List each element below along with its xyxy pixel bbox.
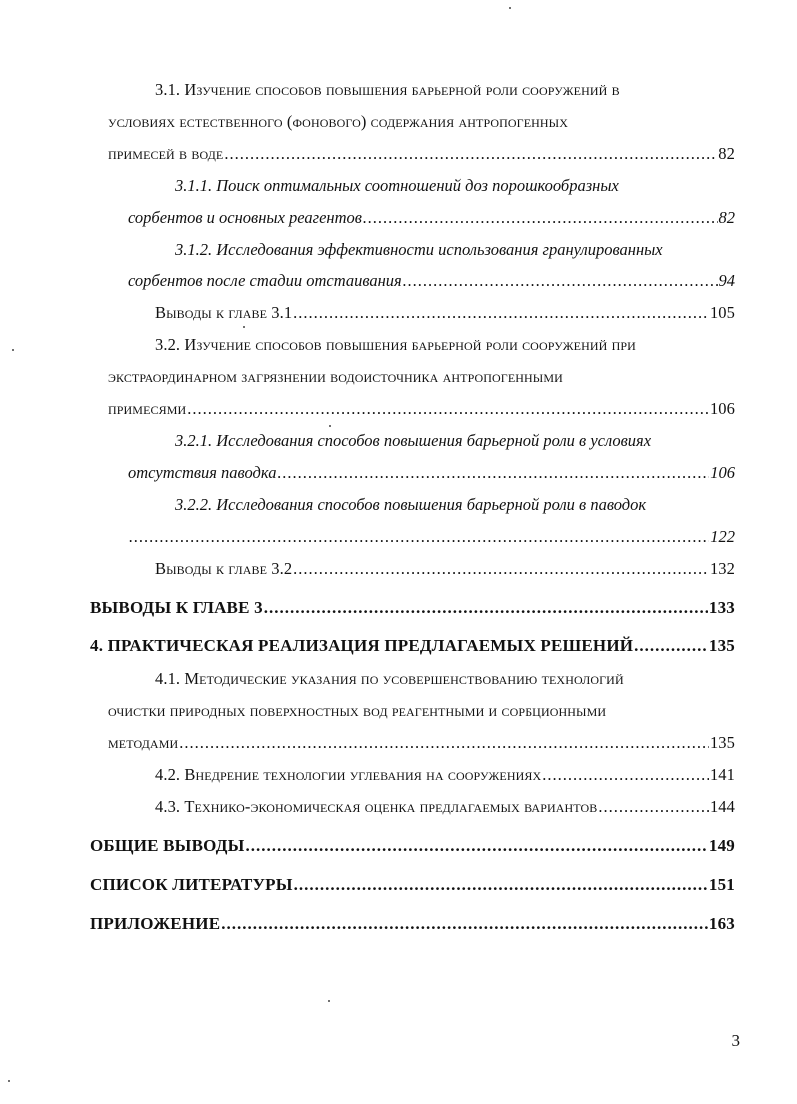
toc-entry-title: Выводы к главе 3.1 <box>155 303 293 322</box>
toc-page-number: 163 <box>708 914 735 933</box>
toc-entry-4-1[interactable] <box>108 731 735 755</box>
toc-page-number: 122 <box>710 527 735 546</box>
leader-dots <box>294 873 708 897</box>
leader-dots <box>363 206 718 230</box>
toc-page-number: 106 <box>710 463 735 482</box>
leader-dots <box>293 301 709 325</box>
toc-entry-3-1[interactable] <box>108 142 735 166</box>
toc-3-2-line1: 3.2. Изучение способов повышения барьерной роли сооружений при <box>155 335 636 354</box>
toc-entry-3-2[interactable] <box>108 397 735 421</box>
leader-dots <box>187 397 709 421</box>
leader-dots <box>129 525 709 549</box>
page-number: 3 <box>731 1031 740 1050</box>
toc-entry-title: отсутствия паводка <box>128 463 277 482</box>
leader-dots <box>179 731 709 755</box>
toc-page-number: 135 <box>709 733 735 752</box>
toc-entry-title: методами <box>108 733 179 752</box>
scan-speck <box>8 1080 10 1082</box>
toc-entry-conclusions-3[interactable] <box>90 596 735 620</box>
toc-entry-general-conclusions[interactable] <box>90 834 735 858</box>
toc-page-number: 82 <box>718 208 735 227</box>
toc-3-1-1-line1: 3.1.1. Поиск оптимальных соотношений доз порошкообразных <box>175 176 619 195</box>
scan-speck <box>243 326 245 328</box>
leader-dots <box>634 634 708 658</box>
scan-speck <box>329 425 331 427</box>
toc-entry-3-1-1[interactable] <box>128 206 735 230</box>
toc-4-1-line1: 4.1. Методические указания по усовершенствованию технологий <box>155 669 624 688</box>
toc-entry-title: Выводы к главе 3.2 <box>155 559 293 578</box>
leader-dots <box>293 557 709 581</box>
scan-speck <box>12 349 14 351</box>
toc-3-2-line2: экстраординарном загрязнении водоисточника антропогенными <box>108 367 563 386</box>
toc-entry-title: сорбентов и основных реагентов <box>128 208 362 227</box>
leader-dots <box>264 596 708 620</box>
toc-page-number: 151 <box>708 875 735 894</box>
toc-entry-title: 4.2. Внедрение технологии углевания на сооружениях <box>155 765 542 784</box>
toc-page-number: 132 <box>709 559 735 578</box>
toc-entry-title: ПРИЛОЖЕНИЕ <box>90 914 221 933</box>
toc-entry-appendix[interactable] <box>90 912 735 936</box>
scan-speck <box>509 7 511 9</box>
toc-page-number: 94 <box>718 271 735 290</box>
toc-3-2-2-line1: 3.2.2. Исследования способов повышения барьерной роли в паводок <box>175 495 647 514</box>
toc-page-number: 106 <box>709 399 735 418</box>
leader-dots <box>224 142 717 166</box>
toc-entry-title: ОБЩИЕ ВЫВОДЫ <box>90 836 245 855</box>
toc-3-2-1-line1: 3.2.1. Исследования способов повышения барьерной роли в условиях <box>175 431 652 450</box>
leader-dots <box>277 461 709 485</box>
toc-page-number: 141 <box>709 765 735 784</box>
toc-4-1-line2: очистки природных поверхностных вод реагентными и сорбционными <box>108 701 607 720</box>
toc-3-1-line2: условиях естественного (фонового) содержания антропогенных <box>108 112 569 131</box>
toc-entry-chapter-4[interactable] <box>90 634 735 658</box>
toc-entry-references[interactable] <box>90 873 735 897</box>
toc-page-number: 82 <box>718 144 735 163</box>
toc-page-number: 149 <box>708 836 735 855</box>
toc-page-number: 105 <box>709 303 735 322</box>
toc-3-1-line1: 3.1. Изучение способов повышения барьерной роли сооружений в <box>155 80 620 99</box>
leader-dots <box>403 269 718 293</box>
toc-page-number: 144 <box>709 797 735 816</box>
toc-entry-title: СПИСОК ЛИТЕРАТУРЫ <box>90 875 293 894</box>
toc-entry-3-2-2[interactable] <box>128 525 735 549</box>
toc-entry-title: сорбентов после стадии отстаивания <box>128 271 402 290</box>
toc-entry-conclusions-3-1[interactable] <box>155 301 735 325</box>
toc-entry-title: примесями <box>108 399 187 418</box>
toc-entry-title: примесей в воде <box>108 144 224 163</box>
toc-entry-conclusions-3-2[interactable] <box>155 557 735 581</box>
leader-dots <box>598 795 709 819</box>
toc-page-number: 135 <box>708 636 735 655</box>
leader-dots <box>542 763 709 787</box>
toc-entry-3-1-2[interactable] <box>128 269 735 293</box>
toc-entry-title: 4. ПРАКТИЧЕСКАЯ РЕАЛИЗАЦИЯ ПРЕДЛАГАЕМЫХ РЕШЕНИЙ <box>90 636 634 655</box>
scan-speck <box>328 1000 330 1002</box>
toc-entry-title: ВЫВОДЫ К ГЛАВЕ 3 <box>90 598 263 617</box>
leader-dots <box>221 912 708 936</box>
toc-entry-3-2-1[interactable] <box>128 461 735 485</box>
toc-entry-title: 4.3. Технико-экономическая оценка предлагаемых вариантов <box>155 797 598 816</box>
toc-page-number: 133 <box>708 598 735 617</box>
leader-dots <box>245 834 707 858</box>
toc-entry-4-2[interactable] <box>155 763 735 787</box>
toc-entry-4-3[interactable] <box>155 795 735 819</box>
toc-3-1-2-line1: 3.1.2. Исследования эффективности использования гранулированных <box>175 240 663 259</box>
